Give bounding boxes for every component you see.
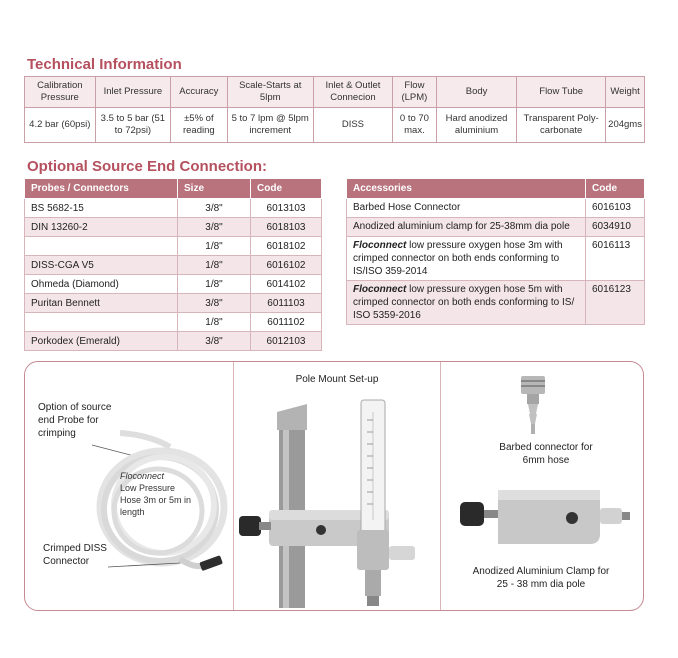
- value-cell: 5 to 7 lpm @ 5lpm increment: [227, 108, 313, 143]
- table-row: [347, 199, 645, 218]
- table-row: [25, 199, 322, 218]
- value-cell: 204gms: [606, 108, 645, 143]
- brand-name: Floconnect: [353, 240, 407, 251]
- header-cell: Code: [251, 179, 322, 199]
- value-cell: 3.5 to 5 bar (51 to 72psi): [95, 108, 171, 143]
- value-cell: Hard anodized aluminium: [436, 108, 516, 143]
- header-cell: Weight: [606, 77, 645, 108]
- code-cell: 6014102: [251, 275, 322, 294]
- header-cell: Inlet Pressure: [95, 77, 171, 108]
- code-cell: 6011102: [251, 313, 322, 332]
- accessory-desc-text: Barbed Hose Connector: [353, 202, 461, 213]
- header-cell: Scale-Starts at 5lpm: [227, 77, 313, 108]
- panel-divider: [233, 362, 234, 610]
- code-cell: 6016123: [586, 281, 645, 325]
- accessory-desc-cell: [347, 199, 586, 218]
- header-cell: Flow Tube: [517, 77, 606, 108]
- value-cell: ±5% of reading: [171, 108, 227, 143]
- accessory-desc-text: Anodized aluminium clamp for 25-38mm dia pole: [353, 221, 570, 232]
- header-cell: Flow (LPM): [392, 77, 436, 108]
- accessory-desc-text: low pressure oxygen hose 5m with crimped connector on both ends conforming to IS/ ISO 5359-2016: [353, 284, 575, 321]
- probes-header-row: [25, 179, 322, 199]
- table-row: [25, 256, 322, 275]
- header-cell: Calibration Pressure: [25, 77, 96, 108]
- size-cell: 3/8": [178, 218, 251, 237]
- technical-value-row: [25, 108, 645, 143]
- probe-name-cell: Ohmeda (Diamond): [25, 275, 178, 294]
- accessory-desc-text: low pressure oxygen hose 3m with crimped connector on both ends conforming to IS/ISO 359-2014: [353, 240, 563, 277]
- table-row: [25, 332, 322, 351]
- probe-name-cell: [25, 313, 178, 332]
- pole-mount-caption: Pole Mount Set-up: [295, 374, 379, 385]
- hose-probe-caption: Option of source end Probe for crimping: [38, 402, 112, 439]
- code-cell: 6016113: [586, 237, 645, 281]
- value-cell: 4.2 bar (60psi): [25, 108, 96, 143]
- header-cell: Inlet & Outlet Connecion: [313, 77, 392, 108]
- code-cell: 6016102: [251, 256, 322, 275]
- size-cell: 1/8": [178, 275, 251, 294]
- header-cell: Size: [178, 179, 251, 199]
- size-cell: 3/8": [178, 332, 251, 351]
- accessories-body: [347, 199, 645, 325]
- value-cell: Transparent Poly-carbonate: [517, 108, 606, 143]
- size-cell: 3/8": [178, 199, 251, 218]
- barbed-connector-illustration: [517, 376, 549, 434]
- hose-note-text: Low Pressure Hose 3m or 5m in length: [120, 483, 192, 517]
- barbed-connector-caption: Barbed connector for 6mm hose: [499, 442, 593, 466]
- technical-info-heading: Technical Information: [27, 56, 182, 73]
- accessory-desc-cell: [347, 281, 586, 325]
- code-cell: 6012103: [251, 332, 322, 351]
- code-cell: 6018103: [251, 218, 322, 237]
- probe-name-cell: DIN 13260-2: [25, 218, 178, 237]
- hose-length-note: [120, 470, 195, 518]
- size-cell: 3/8": [178, 294, 251, 313]
- technical-info-table: [24, 76, 645, 143]
- probe-name-cell: [25, 237, 178, 256]
- code-cell: 6013103: [251, 199, 322, 218]
- probe-name-cell: Puritan Bennett: [25, 294, 178, 313]
- code-cell: 6018102: [251, 237, 322, 256]
- header-cell: Probes / Connectors: [25, 179, 178, 199]
- header-cell: Code: [586, 179, 645, 199]
- product-images-panel: [24, 361, 644, 611]
- table-row: [25, 294, 322, 313]
- table-row: [25, 237, 322, 256]
- code-cell: 6011103: [251, 294, 322, 313]
- value-cell: DISS: [313, 108, 392, 143]
- accessories-header-row: [347, 179, 645, 199]
- table-row: [25, 313, 322, 332]
- table-row: [25, 275, 322, 294]
- table-row: [347, 237, 645, 281]
- technical-header-row: [25, 77, 645, 108]
- probes-body: [25, 199, 322, 351]
- code-cell: 6034910: [586, 218, 645, 237]
- brand-name: Floconnect: [353, 284, 407, 295]
- probe-name-cell: BS 5682-15: [25, 199, 178, 218]
- size-cell: 1/8": [178, 313, 251, 332]
- header-cell: Accuracy: [171, 77, 227, 108]
- hose-brand: Floconnect: [120, 471, 165, 481]
- panel-divider: [440, 362, 441, 610]
- aluminium-clamp-illustration: [460, 482, 630, 550]
- probe-name-cell: Porkodex (Emerald): [25, 332, 178, 351]
- value-cell: 0 to 70 max.: [392, 108, 436, 143]
- code-cell: 6016103: [586, 199, 645, 218]
- table-row: [25, 218, 322, 237]
- probes-table: [24, 178, 322, 351]
- accessory-desc-cell: [347, 237, 586, 281]
- table-row: [347, 218, 645, 237]
- header-cell: Body: [436, 77, 516, 108]
- pole-mount-illustration: [239, 390, 435, 608]
- size-cell: 1/8": [178, 256, 251, 275]
- size-cell: 1/8": [178, 237, 251, 256]
- optional-connection-heading: Optional Source End Connection:: [27, 158, 267, 175]
- table-row: [347, 281, 645, 325]
- accessory-desc-cell: [347, 218, 586, 237]
- probe-name-cell: DISS-CGA V5: [25, 256, 178, 275]
- crimped-connector-caption: Crimped DISS Connector: [43, 543, 107, 567]
- header-cell: Accessories: [347, 179, 586, 199]
- clamp-caption: Anodized Aluminium Clamp for 25 - 38 mm dia pole: [472, 566, 610, 590]
- accessories-table: [346, 178, 645, 325]
